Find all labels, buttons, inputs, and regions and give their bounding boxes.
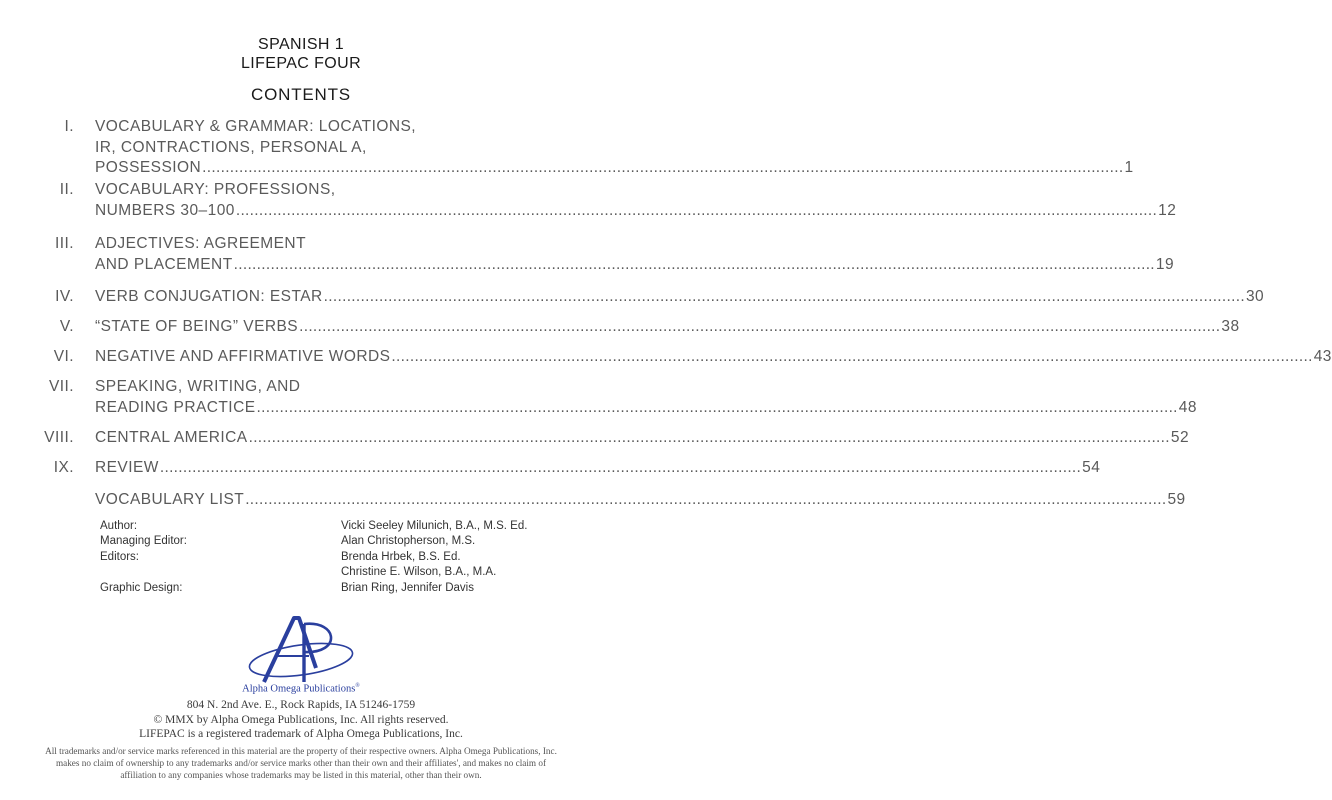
toc-title-block [95,458,1101,479]
logo-caption [0,683,602,695]
toc-page-number: 30 [1245,288,1265,305]
credit-role [100,565,341,580]
toc-number: IV. [55,288,74,305]
toc-number: V. [59,318,74,335]
toc-title-block [95,317,1240,338]
document-title: SPANISH 1 [258,36,344,53]
toc-page-number: 38 [1221,318,1240,335]
legal-line: makes no claim of ownership to any trademarks and/or service marks other than their own and their affiliates', and makes no claim of [55,758,547,768]
toc-leader-line [95,317,1240,338]
credit-name: Brian Ring, Jennifer Davis [341,581,474,594]
toc-leader-line [95,347,1332,368]
credit-role: Editors: [100,550,139,563]
dot-leader: ........................................................................................................................................................................................................ [159,459,1082,476]
document-subtitle: LIFEPAC FOUR [240,55,362,72]
toc-title-line: VOCABULARY: PROFESSIONS, [95,181,336,198]
toc-title-line: NEGATIVE AND AFFIRMATIVE WORDS [95,348,391,365]
dot-leader: ........................................................................................................................................................................................................ [245,491,1167,508]
credit-name: Christine E. Wilson, B.A., M.A. [341,566,497,579]
credit-role: Managing Editor: [100,535,187,548]
toc-title-block [95,428,1190,449]
credit-name: Vicki Seeley Milunich, B.A., M.S. Ed. [341,520,528,532]
toc-page-number: 1 [1124,159,1134,177]
toc-page-number: 59 [1167,491,1186,508]
toc-leader-line [95,287,1265,308]
publisher-address: 804 N. 2nd Ave. E., Rock Rapids, IA 51246-1759 [186,699,416,711]
toc-title-line: AND PLACEMENT [95,255,233,273]
logo-letter-a [264,618,316,682]
toc-title-line: ADJECTIVES: AGREEMENT [95,235,306,252]
toc-page-number: 48 [1178,398,1197,416]
toc-page-number: 43 [1313,348,1332,365]
toc-title-line: REVIEW [95,459,159,476]
toc-title-line: CENTRAL AMERICA [95,429,248,446]
toc-page-number: 54 [1082,459,1101,476]
toc-title-block [95,347,1332,368]
toc-title-line: VERB CONJUGATION: ESTAR [95,288,323,305]
alpha-omega-logo-icon [246,610,356,692]
credit-name: Brenda Hrbek, B.S. Ed. [341,550,461,563]
dot-leader: ........................................................................................................................................................................................................ [323,288,1245,305]
toc-leader-line [95,201,1177,222]
toc-leader-line [95,158,1134,179]
trademark-line: LIFEPAC is a registered trademark of Alpha Omega Publications, Inc. [139,728,463,740]
registered-mark: ® [355,683,360,689]
toc-leader-line [95,490,1186,511]
credit-role: Author: [100,520,138,532]
logo-orbit [247,638,354,682]
credit-role: Graphic Design: [100,581,183,594]
toc-title-line: SPEAKING, WRITING, AND [95,378,301,395]
toc-number: VI. [53,348,74,365]
dot-leader: ........................................................................................................................................................................................................ [299,318,1221,335]
toc-number: I. [64,118,74,135]
toc-leader-line [95,398,1197,419]
toc-number: II. [59,181,74,198]
toc-title-block [95,234,1175,275]
credit-row [100,581,560,596]
toc-title-line: “STATE OF BEING” VERBS [95,318,299,335]
toc-page-number: 19 [1155,255,1175,273]
contents-heading: CONTENTS [251,85,351,104]
dot-leader: ........................................................................................................................................................................................................ [202,159,1124,177]
credit-row [100,565,560,580]
legal-line: affiliation to any companies whose trademarks may be listed in this material, other than their own. [120,770,482,780]
toc-title-block [95,117,1134,179]
toc-number: III. [54,235,74,252]
toc-title-line: POSSESSION [95,159,202,177]
publisher-info [0,698,602,742]
toc-title-line: VOCABULARY LIST [95,491,245,508]
credit-row [100,550,560,565]
dot-leader: ........................................................................................................................................................................................................ [233,255,1155,273]
toc-title-line: READING PRACTICE [95,398,256,416]
credits-block [100,519,560,596]
credit-row [100,519,560,534]
dot-leader: ........................................................................................................................................................................................................ [248,429,1170,446]
toc-title-block [95,180,1177,221]
credit-name: Alan Christopherson, M.S. [341,535,476,548]
toc-page-number: 52 [1170,429,1190,446]
dot-leader: ........................................................................................................................................................................................................ [256,398,1178,416]
logo-caption-text: Alpha Omega Publications [242,683,356,695]
toc-leader-line [95,458,1101,479]
credit-row [100,534,560,549]
dot-leader: ........................................................................................................................................................................................................ [235,201,1158,219]
toc-title-block [95,490,1186,511]
toc-title-block [95,287,1265,308]
toc-leader-line [95,255,1175,276]
copyright-line: © MMX by Alpha Omega Publications, Inc. All rights reserved. [153,713,449,726]
toc-number: IX. [53,459,74,476]
dot-leader: ........................................................................................................................................................................................................ [391,348,1313,365]
legal-notice [0,745,602,781]
toc-title-line: VOCABULARY & GRAMMAR: LOCATIONS, [95,118,417,135]
toc-title-line: NUMBERS 30–100 [95,201,235,219]
toc-number: VII. [48,378,74,395]
toc-page-number: 12 [1158,201,1177,219]
legal-line: All trademarks and/or service marks referenced in this material are the property of their respective owners. Alpha Omega Publications, Inc. [45,746,557,756]
toc-title-block [95,377,1197,418]
toc-number: VIII. [44,429,74,446]
toc-title-line: IR, CONTRACTIONS, PERSONAL A, [95,138,367,156]
toc-leader-line [95,428,1190,449]
